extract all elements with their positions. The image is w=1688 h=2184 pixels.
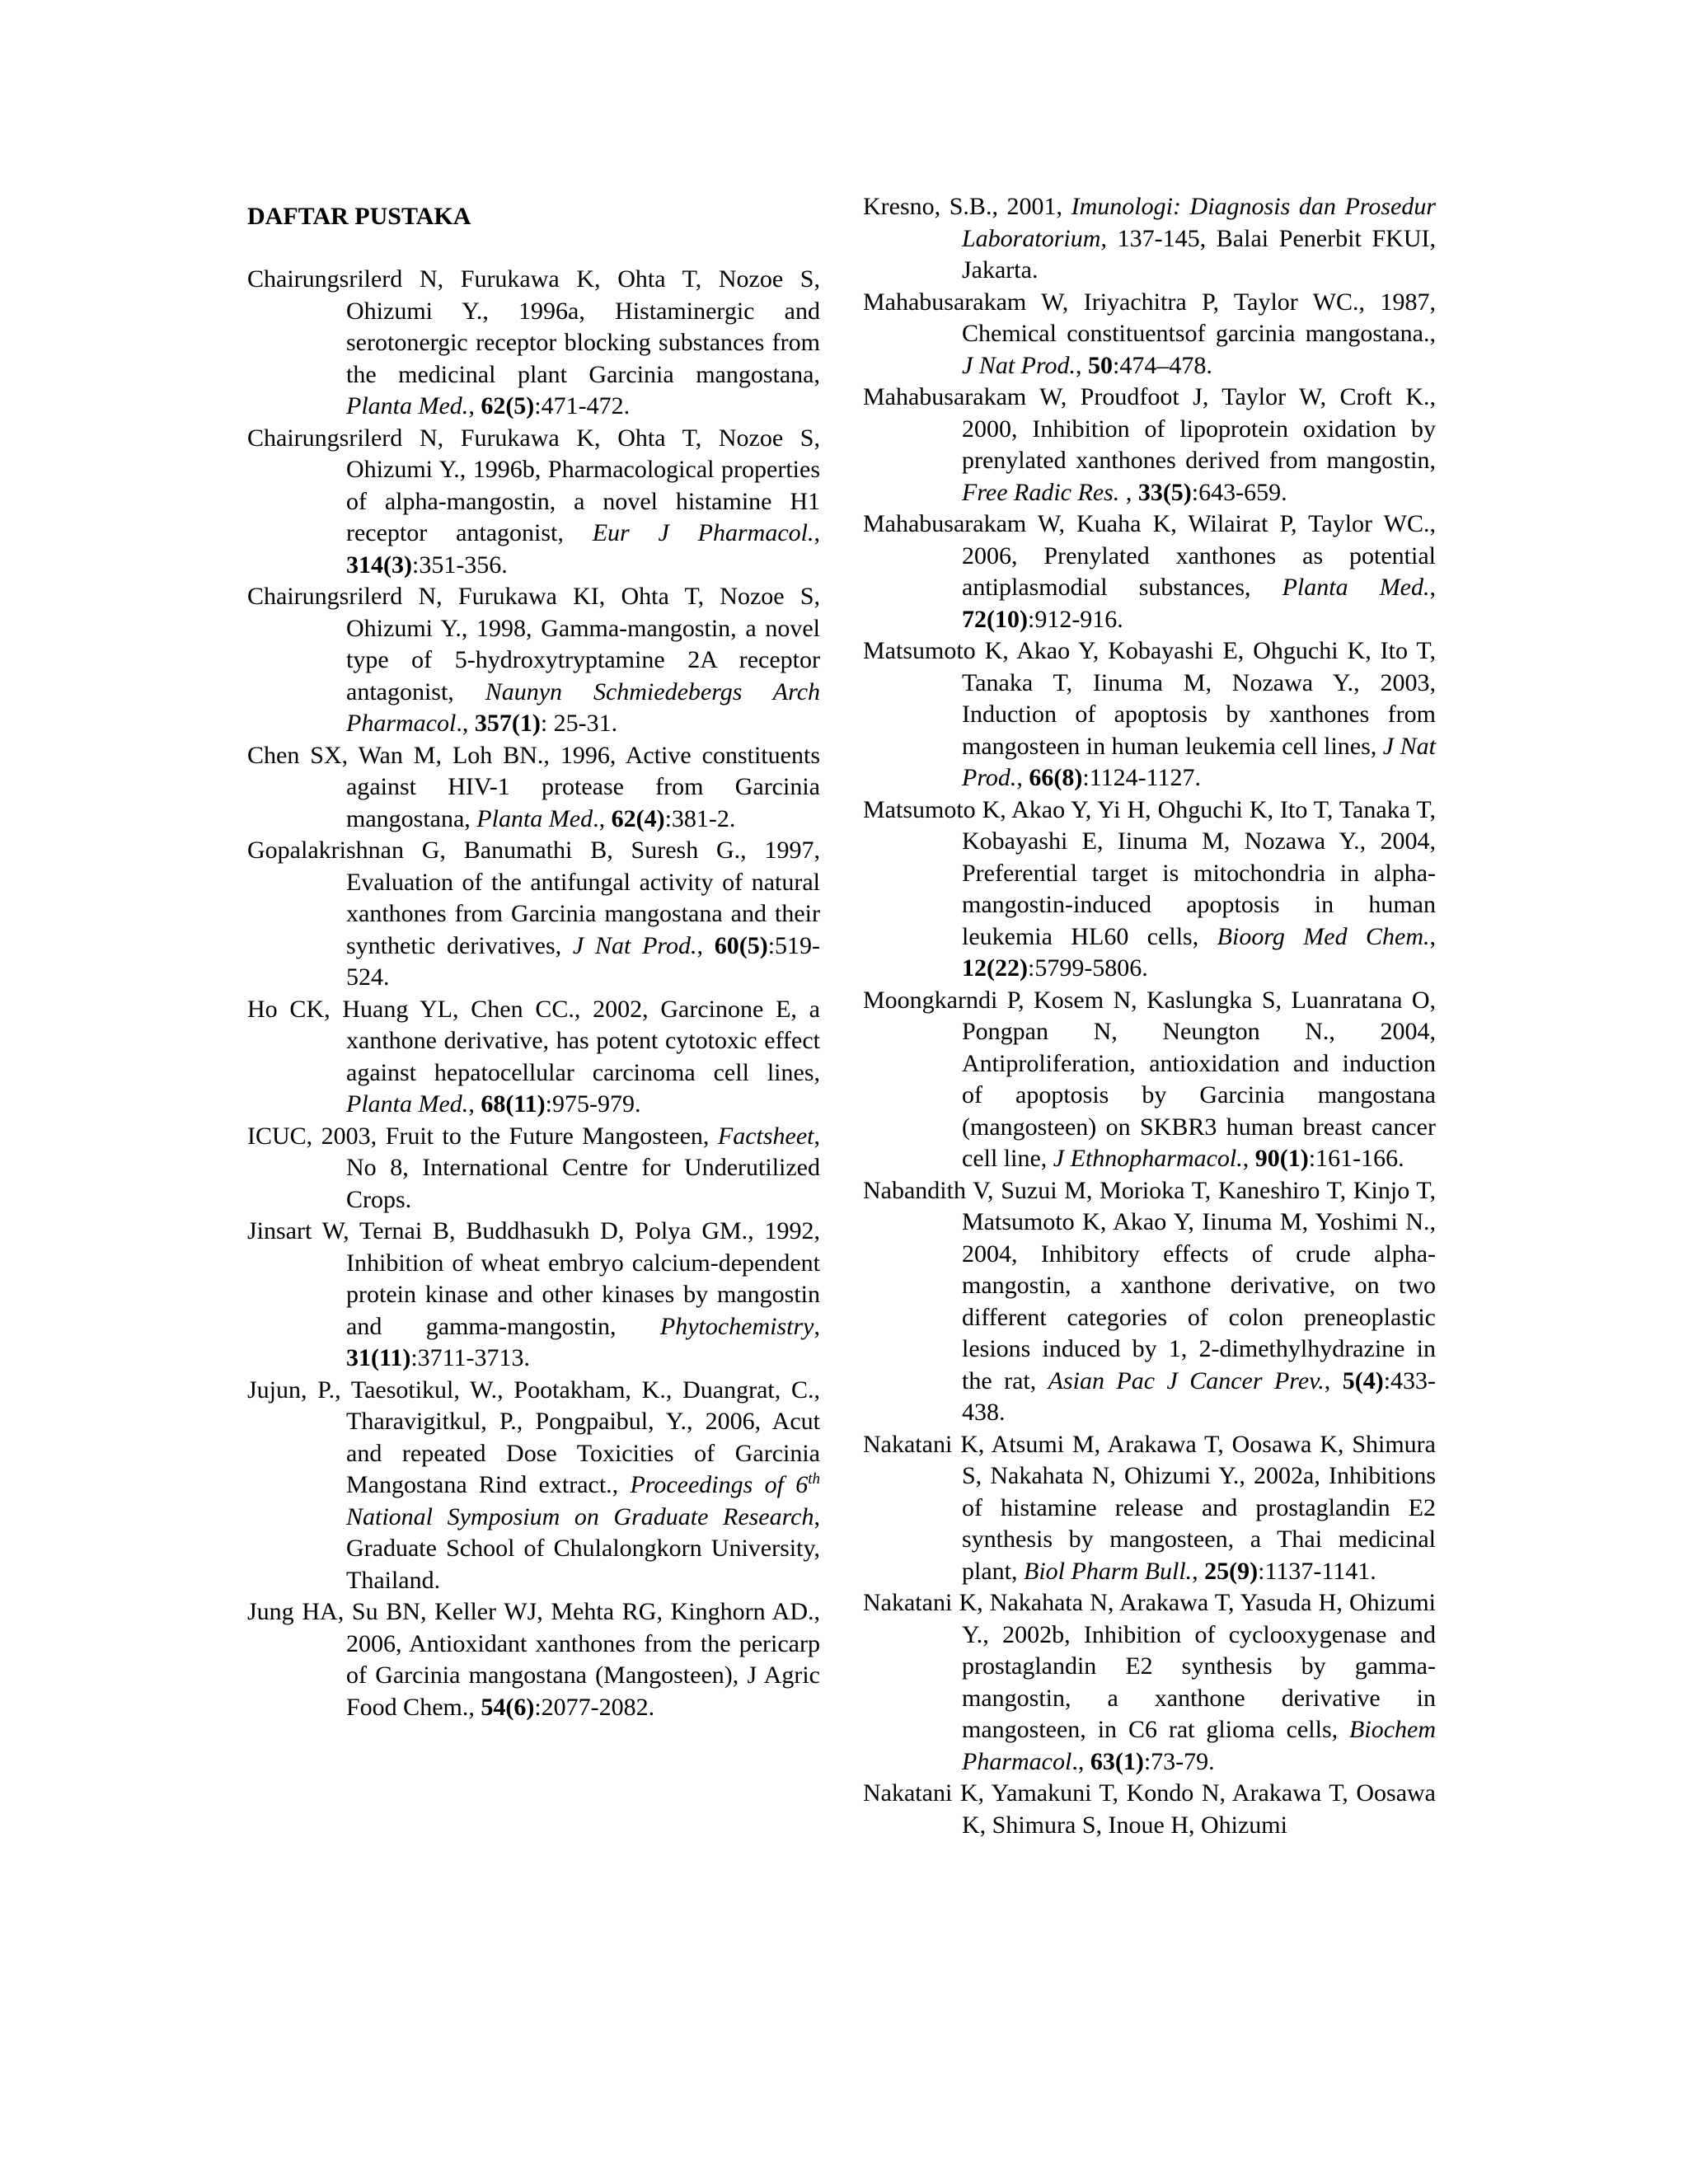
reference-text: Ho CK, Huang YL, Chen CC., 2002, Garcinone E, a xanthone derivative, has potent cytotoxic effect against hepatocellular carcinoma cell lines, [247,995,820,1086]
right-column [863,191,1436,1841]
journal-title: National Symposium on Graduate Research [346,1502,814,1530]
reference-entry [863,382,1436,509]
reference-entry [863,1429,1436,1588]
section-heading: DAFTAR PUSTAKA [247,203,471,230]
reference-entry [863,1587,1436,1778]
reference-text: , [814,1312,820,1340]
reference-entry [863,635,1436,794]
reference-text: Nakatani K, Atsumi M, Arakawa T, Oosawa K, Shimura S, Nakahata N, Ohizumi Y., 2002a, Inhibitions of histamine release and prostaglandin E2 synthesis by mangosteen, a Thai medicinal plant, [863,1430,1436,1585]
reference-text: , [1016,764,1029,791]
reference-text: , [1192,1557,1205,1585]
reference-entry [863,509,1436,635]
reference-text: , Graduate School of Chulalongkorn University, Thailand. [346,1502,820,1594]
reference-text: Chairungsrilerd N, Furukawa K, Ohta T, Nozoe S, Ohizumi Y., 1996a, Histaminergic and serotonergic receptor blocking substances from the medicinal plant Garcinia mangostana, [247,265,820,388]
reference-text: , [1242,1145,1255,1172]
reference-text: Kresno, S.B., 2001, [863,193,1071,220]
reference-text: , [1429,574,1436,601]
reference-text: :1124-1127. [1082,764,1201,791]
reference-text: Jujun, P., Taesotikul, W., Pootakham, K., Duangrat, C., Tharavigitkul, P., Pongpaibul, Y., 2006, Acut and repeated Dose Toxicities of Garcinia Mangostana Rind extract., [247,1376,820,1498]
reference-text: Moongkarndi P, Kosem N, Kaslungka S, Luanratana O, Pongpan N, Neungton N., 2004, Antiproliferation, antioxidation and induction of apoptosis by Garcinia mangostana (mangosteen) on SKBR3 human breast cancer cell line, [863,986,1436,1172]
volume-issue: 90(1) [1254,1145,1309,1172]
reference-text: : 25-31. [540,710,618,737]
reference-text: Jinsart W, Ternai B, Buddhasukh D, Polya GM., 1992, Inhibition of wheat embryo calcium-dependent protein kinase and other kinases by mangostin and gamma-mangostin, [247,1217,820,1340]
reference-text: Chen SX, Wan M, Loh BN., 1996, Active constituents against HIV-1 protease from Garcinia mangostana, [247,741,820,832]
volume-issue: 60(5) [714,931,768,959]
volume-issue: 54(6) [481,1693,535,1721]
reference-entry [247,835,820,994]
reference-text: Mahabusarakam W, Kuaha K, Wilairat P, Taylor WC., 2006, Prenylated xanthones as potential antiplasmodial substances, [863,510,1436,601]
journal-title: Planta Med. [346,392,469,419]
volume-issue: 66(8) [1029,764,1083,791]
journal-title: Bioorg Med Chem. [1217,922,1430,950]
journal-title: Phytochemistry [659,1312,814,1340]
reference-text: :5799-5806. [1027,954,1148,982]
reference-text: Chairungsrilerd N, Furukawa K, Ohta T, Nozoe S, Ohizumi Y., 1996b, Pharmacological properties of alpha-mangostin, a novel histamine H1 receptor antagonist, [247,424,820,546]
journal-title: Biochem Pharmacol [962,1716,1436,1775]
reference-text: Nakatani K, Nakahata N, Arakawa T, Yasuda H, Ohizumi Y., 2002b, Inhibition of cyclooxygenase and prostaglandin E2 synthesis by gamma-mangostin, a xanthone derivative in mangosteen, in C6 rat glioma cells, [863,1589,1436,1743]
reference-entry [247,740,820,836]
journal-title: J Nat Prod. [962,732,1436,791]
reference-text: Mahabusarakam W, Proudfoot J, Taylor W, Croft K., 2000, Inhibition of lipoprotein oxidation by prenylated xanthones derived from mangostin, [863,383,1436,474]
reference-text: :381-2. [664,804,736,832]
reference-text: Matsumoto K, Akao Y, Yi H, Ohguchi K, Ito T, Tanaka T, Kobayashi E, Iinuma M, Nozawa Y., 2004, Preferential target is mitochondria in alpha-mangostin-induced apoptosis in human leukemia HL60 cells, [863,795,1436,950]
volume-issue: 25(9) [1204,1557,1259,1585]
reference-text: :519-524. [346,931,821,991]
reference-text: , [1076,351,1089,379]
reference-text: 137-145, Balai Penerbit FKUI, Jakarta. [962,224,1436,284]
journal-title: Free Radic Res. [962,478,1120,506]
reference-entry [863,191,1436,287]
reference-list-left [247,264,820,1723]
volume-issue: 62(4) [611,804,665,832]
reference-text: , [696,931,715,959]
reference-list-right [863,191,1436,1841]
journal-title: Planta Med. [1282,574,1430,601]
reference-entry [863,287,1436,382]
reference-text: , No 8, International Centre for Underutilized Crops. [346,1122,820,1213]
reference-entry [247,264,820,423]
reference-text: , [468,1090,481,1118]
journal-title: J Nat Prod. [962,351,1076,379]
reference-text: Matsumoto K, Akao Y, Kobayashi E, Ohguchi K, Ito T, Tanaka T, Iinuma M, Nozawa Y., 2003, Induction of apoptosis by xanthones from mangosteen in human leukemia cell lines, [863,637,1436,760]
reference-entry [247,581,820,740]
reference-entry [247,1596,820,1723]
reference-text: :975-979. [545,1090,641,1118]
reference-entry [863,794,1436,985]
volume-issue: 5(4) [1342,1366,1384,1394]
reference-text: :2077-2082. [534,1693,655,1721]
reference-entry [247,1216,820,1375]
reference-text: Gopalakrishnan G, Banumathi B, Suresh G., 1997, Evaluation of the antifungal activity of natural xanthones from Garcinia mangostana and their synthetic derivatives, [247,837,820,959]
reference-text: :471-472. [534,392,631,419]
journal-title: Biol Pharm Bull. [1024,1557,1193,1585]
reference-text: :73-79. [1143,1747,1215,1775]
journal-title: Proceedings of 6 [630,1471,809,1498]
journal-title: Planta Med. [346,1090,469,1118]
reference-entry [247,1375,820,1597]
reference-entry [247,423,820,582]
volume-issue: 12(22) [962,954,1028,982]
reference-text: :1137-1141. [1258,1557,1376,1585]
reference-text: :433-438. [962,1366,1437,1426]
reference-text: :161-166. [1308,1145,1404,1172]
volume-issue: 62(5) [481,392,535,419]
volume-issue: 68(11) [481,1090,546,1118]
journal-title: J Nat Prod. [572,931,697,959]
reference-entry [863,985,1436,1175]
journal-title: J Ethnopharmacol. [1053,1145,1243,1172]
reference-text: Mahabusarakam W, Iriyachitra P, Taylor WC., 1987, Chemical constituentsof garcinia mangostana., [863,288,1436,347]
reference-text: ., [593,804,612,832]
volume-issue: 31(11) [346,1344,411,1371]
journal-title: Eur J Pharmacol. [592,519,814,546]
reference-text: Chairungsrilerd N, Furukawa KI, Ohta T, Nozoe S, Ohizumi Y., 1998, Gamma-mangostin, a novel type of 5-hydroxytryptamine 2A receptor antagonist, [247,583,820,705]
reference-text: Nakatani K, Yamakuni T, Kondo N, Arakawa T, Oosawa K, Shimura S, Inoue H, Ohizumi [863,1779,1436,1839]
journal-title: Imunologi: Diagnosis dan Prosedur Laboratorium, [962,193,1436,252]
reference-entry [863,1778,1436,1841]
journal-title: Naunyn Schmiedebergs Arch Pharmacol [346,677,821,737]
reference-text: :351-356. [411,551,508,579]
reference-entry [863,1175,1436,1429]
reference-text: , [1429,922,1436,950]
left-column [247,191,820,1723]
volume-issue: 33(5) [1137,478,1192,506]
reference-text: , [1119,478,1138,506]
reference-text: Jung HA, Su BN, Keller WJ, Mehta RG, Kinghorn AD., 2006, Antioxidant xanthones from the pericarp of Garcinia mangostana (Mangosteen), J Agric Food Chem., [247,1598,820,1721]
reference-text: , [1324,1366,1343,1394]
journal-title: Planta Med [476,804,593,832]
volume-issue: 314(3) [346,551,412,579]
journal-title: th [808,1470,820,1488]
reference-text: , [468,392,481,419]
reference-text: ICUC, 2003, Fruit to the Future Mangosteen, [247,1122,718,1150]
reference-text: :3711-3713. [410,1344,531,1371]
reference-text: ., [1071,1747,1090,1775]
volume-issue: 72(10) [962,605,1028,633]
volume-issue: 357(1) [474,710,541,737]
volume-issue: 63(1) [1090,1747,1144,1775]
reference-text: ., [456,710,475,737]
reference-text: , [814,519,820,546]
reference-text: :912-916. [1027,605,1123,633]
journal-title: Factsheet [717,1122,814,1150]
volume-issue: 50 [1088,351,1114,379]
reference-entry [247,994,820,1121]
reference-entry [247,1121,820,1216]
journal-title: Asian Pac J Cancer Prev. [1048,1366,1325,1394]
reference-text: :474–478. [1113,351,1212,379]
reference-text: :643-659. [1191,478,1287,506]
reference-text: Nabandith V, Suzui M, Morioka T, Kaneshiro T, Kinjo T, Matsumoto K, Akao Y, Iinuma M, Yoshimi N., 2004, Inhibitory effects of crude alpha-mangostin, a xanthone derivative, on two different categories of colon preneoplastic lesions induced by 1, 2-dimethylhydrazine in the rat, [863,1176,1436,1394]
